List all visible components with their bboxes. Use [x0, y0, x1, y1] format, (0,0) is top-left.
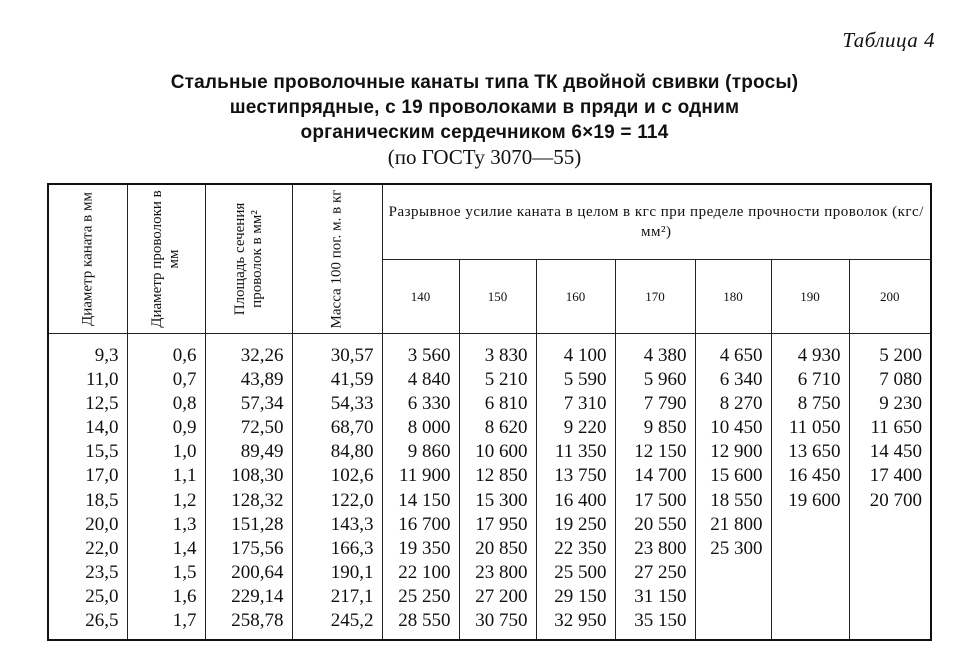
header-wire-area: Площадь сечения проволок в мм² — [205, 184, 292, 334]
table-cell: 12,5 — [48, 392, 127, 416]
table-cell: 43,89 — [205, 368, 292, 392]
table-cell: 200,64 — [205, 561, 292, 585]
table-cell: 151,28 — [205, 513, 292, 537]
table-cell: 17,0 — [48, 464, 127, 488]
table-cell: 19 250 — [536, 513, 615, 537]
table-cell — [695, 561, 771, 585]
table-title — [0, 70, 969, 170]
table-cell: 166,3 — [292, 537, 382, 561]
table-cell: 102,6 — [292, 464, 382, 488]
table-cell: 217,1 — [292, 585, 382, 609]
table-cell: 4 840 — [382, 368, 459, 392]
table-cell: 19 350 — [382, 537, 459, 561]
table-cell: 8 000 — [382, 416, 459, 440]
table-cell: 7 310 — [536, 392, 615, 416]
table-cell: 72,50 — [205, 416, 292, 440]
table-cell: 18 550 — [695, 489, 771, 513]
table-cell: 12 900 — [695, 440, 771, 464]
table-cell: 5 200 — [879, 345, 923, 366]
table-cell: 11 350 — [536, 440, 615, 464]
strength-header-200: 200 — [849, 260, 931, 334]
table-cell: 30,57 — [292, 334, 382, 369]
strength-header-150: 150 — [459, 260, 536, 334]
table-cell: 1,7 — [127, 609, 205, 640]
strength-header-180: 180 — [695, 260, 771, 334]
table-cell: 143,3 — [292, 513, 382, 537]
table-cell: 3 830 — [459, 334, 536, 369]
strength-header-140: 140 — [382, 260, 459, 334]
header-rope-diameter: Диаметр каната в мм — [48, 184, 127, 334]
table-cell: 17 950 — [459, 513, 536, 537]
table-cell — [771, 513, 849, 537]
table-row — [48, 464, 931, 488]
table-cell: 20,0 — [48, 513, 127, 537]
table-cell — [771, 537, 849, 561]
table-row — [48, 334, 931, 369]
table-cell: 57,34 — [205, 392, 292, 416]
table-cell — [849, 585, 931, 609]
table-cell: 23 800 — [615, 537, 695, 561]
table-cell: 25 250 — [382, 585, 459, 609]
table-cell: 9,3 — [48, 334, 127, 369]
table-cell — [771, 609, 849, 640]
table-cell: 14 150 — [382, 489, 459, 513]
title-line-3: органическим сердечником 6×19 = 114 — [300, 122, 669, 143]
table-cell: 28 550 — [382, 609, 459, 640]
table-cell: 1,3 — [127, 513, 205, 537]
table-cell: 0,7 — [127, 368, 205, 392]
table-cell: 1,6 — [127, 585, 205, 609]
table-row — [48, 368, 931, 392]
table-cell: 8 270 — [695, 392, 771, 416]
table-cell: 229,14 — [205, 585, 292, 609]
table-cell: 20 550 — [615, 513, 695, 537]
table-cell: 0,6 — [127, 334, 205, 369]
table-cell: 20 850 — [459, 537, 536, 561]
table-cell: 108,30 — [205, 464, 292, 488]
table-number-label: Таблица 4 — [842, 28, 935, 52]
header-mass: Масса 100 пог. м. в кг — [292, 184, 382, 334]
table-cell: 14 450 — [869, 441, 923, 463]
table-cell: 11 650 — [870, 417, 923, 439]
table-cell: 22 100 — [382, 561, 459, 585]
table-cell: 6 810 — [459, 392, 536, 416]
table-cell: 14 700 — [615, 464, 695, 488]
table-cell: 0,9 — [127, 416, 205, 440]
table-cell: 4 380 — [615, 334, 695, 369]
table-cell: 25,0 — [48, 585, 127, 609]
table-cell: 31 150 — [615, 585, 695, 609]
table-cell: 16 450 — [771, 464, 849, 488]
table-cell — [849, 609, 931, 640]
table-cell: 13 650 — [771, 440, 849, 464]
table-cell: 25 500 — [536, 561, 615, 585]
table-cell: 1,1 — [127, 464, 205, 488]
table-cell — [695, 609, 771, 640]
table-cell: 245,2 — [292, 609, 382, 640]
table-cell: 32,26 — [205, 334, 292, 369]
title-line-1: Стальные проволочные канаты типа ТК двойной свивки (тросы) — [170, 72, 799, 93]
table-cell: 89,49 — [205, 440, 292, 464]
table-cell: 6 340 — [695, 368, 771, 392]
table-cell: 5 590 — [536, 368, 615, 392]
table-cell: 8 750 — [771, 392, 849, 416]
table-cell: 4 650 — [695, 334, 771, 369]
table-cell: 22,0 — [48, 537, 127, 561]
table-cell: 1,4 — [127, 537, 205, 561]
table-cell: 7 080 — [879, 369, 923, 391]
table-cell — [849, 561, 931, 585]
table-row — [48, 440, 931, 464]
table-cell: 41,59 — [292, 368, 382, 392]
table-cell: 25 300 — [695, 537, 771, 561]
table-cell: 12 850 — [459, 464, 536, 488]
table-cell: 16 700 — [382, 513, 459, 537]
table-cell: 30 750 — [459, 609, 536, 640]
table-cell: 1,2 — [127, 489, 205, 513]
table-row — [48, 416, 931, 440]
table-cell — [849, 537, 931, 561]
table-row — [48, 537, 931, 561]
table-cell: 9 850 — [615, 416, 695, 440]
table-cell: 6 710 — [771, 368, 849, 392]
table-cell: 26,5 — [48, 609, 127, 640]
table-cell: 5 210 — [459, 368, 536, 392]
table-row — [48, 489, 931, 513]
table-cell: 35 150 — [615, 609, 695, 640]
table-subtitle: (по ГОСТу 3070—55) — [387, 145, 582, 169]
table-cell: 12 150 — [615, 440, 695, 464]
table-cell: 23 800 — [459, 561, 536, 585]
table-cell: 27 200 — [459, 585, 536, 609]
table-cell: 15,5 — [48, 440, 127, 464]
table-cell: 4 930 — [771, 334, 849, 369]
table-cell: 14,0 — [48, 416, 127, 440]
table-cell: 0,8 — [127, 392, 205, 416]
table-cell: 16 400 — [536, 489, 615, 513]
table-cell: 15 600 — [695, 464, 771, 488]
table-cell: 22 350 — [536, 537, 615, 561]
table-cell: 1,0 — [127, 440, 205, 464]
table-cell: 21 800 — [695, 513, 771, 537]
table-cell: 32 950 — [536, 609, 615, 640]
table-row — [48, 513, 931, 537]
table-cell: 27 250 — [615, 561, 695, 585]
table-row — [48, 392, 931, 416]
table-cell: 11 900 — [382, 464, 459, 488]
table-cell: 190,1 — [292, 561, 382, 585]
table-cell: 54,33 — [292, 392, 382, 416]
table-cell — [771, 561, 849, 585]
table-cell: 258,78 — [205, 609, 292, 640]
table-cell: 9 230 — [879, 393, 923, 415]
table-cell: 122,0 — [292, 489, 382, 513]
table-cell: 7 790 — [615, 392, 695, 416]
table-cell: 11,0 — [48, 368, 127, 392]
header-row — [48, 184, 931, 260]
header-breaking-force: Разрывное усилие каната в целом в кгс при пределе прочности проволок (кгс/мм²) — [382, 184, 931, 260]
table-row — [48, 561, 931, 585]
table-cell: 9 860 — [382, 440, 459, 464]
table-cell: 19 600 — [771, 489, 849, 513]
table-cell: 8 620 — [459, 416, 536, 440]
table-cell — [849, 513, 931, 537]
table-cell: 18,5 — [48, 489, 127, 513]
table-cell — [771, 585, 849, 609]
table-cell: 11 050 — [771, 416, 849, 440]
rope-data-table — [47, 183, 932, 641]
title-line-2: шестипрядные, с 19 проволоками в пряди и с одним — [229, 97, 740, 118]
table-cell: 3 560 — [382, 334, 459, 369]
strength-header-190: 190 — [771, 260, 849, 334]
table-cell: 13 750 — [536, 464, 615, 488]
header-wire-diameter: Диаметр проволоки в мм — [127, 184, 205, 334]
table-cell: 9 220 — [536, 416, 615, 440]
table-cell: 23,5 — [48, 561, 127, 585]
table-cell: 10 600 — [459, 440, 536, 464]
table-row — [48, 585, 931, 609]
table-cell: 29 150 — [536, 585, 615, 609]
table-cell: 6 330 — [382, 392, 459, 416]
table-cell: 84,80 — [292, 440, 382, 464]
table-cell: 175,56 — [205, 537, 292, 561]
table-cell: 5 960 — [615, 368, 695, 392]
table-cell: 15 300 — [459, 489, 536, 513]
strength-header-170: 170 — [615, 260, 695, 334]
table-cell: 128,32 — [205, 489, 292, 513]
table-cell: 17 500 — [615, 489, 695, 513]
strength-header-160: 160 — [536, 260, 615, 334]
table-cell: 20 700 — [869, 489, 923, 511]
table-cell: 17 400 — [869, 465, 923, 487]
table-cell: 4 100 — [536, 334, 615, 369]
table-cell: 1,5 — [127, 561, 205, 585]
table-row — [48, 609, 931, 640]
table-cell — [695, 585, 771, 609]
table-cell: 10 450 — [695, 416, 771, 440]
table-body — [48, 334, 931, 641]
table-cell: 68,70 — [292, 416, 382, 440]
